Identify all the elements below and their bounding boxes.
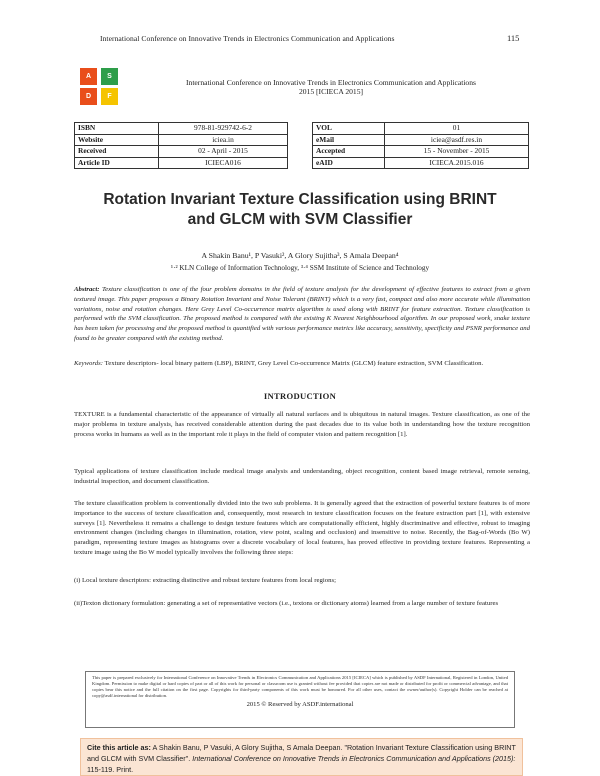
- logo-cell-d: D: [80, 88, 97, 105]
- meta-row-eaid: [313, 157, 529, 169]
- meta-key: Received: [75, 146, 159, 158]
- paper-title-line1: Rotation Invariant Texture Classification using BRINT: [103, 191, 497, 208]
- copyright-notice-text: This paper is prepared exclusively for International Conference on Innovative Trends in Electronics Communication and Applications 2015 [ICIECA] which is published by ASDF International, Registered in London, United Kingdom. Permission to make digital or hard copies of part or all of this work for personal or classroom use is granted without fee provided that copies are not made or distributed for profit or commercial advantage, and that copies bear this notice and the full citation on the first page. Copyrights for third-party components of this work must be honoured. For all other uses, contact the owner/author(s). Copyright Holder can be reached at copy@asdf.international for distribution.: [92, 675, 508, 699]
- section-heading-introduction: INTRODUCTION: [263, 391, 337, 401]
- meta-table-left: [74, 122, 288, 169]
- abstract-label: Abstract:: [74, 286, 100, 293]
- running-head: International Conference on Innovative Trends in Electronics Communication and Applications: [100, 34, 395, 43]
- meta-key: VOL: [313, 123, 385, 135]
- meta-row-vol: [313, 123, 529, 135]
- meta-row-accepted: [313, 146, 529, 158]
- meta-value: 01: [385, 123, 529, 135]
- logo-cell-f: F: [101, 88, 118, 105]
- body-paragraph: The texture classification problem is conventionally divided into the two sub problems. It is generally agreed that the extraction of powerful texture features is of more importance to the success of texture classification and, consequently, most research in texture classification focuses on the feature extraction part [1], with extensive surveys [1]. Nevertheless it remains a challenge to design texture features which are computationally efficient, highly discriminative and effective, robust to imaging environment changes (including changes in illumination, rotation, view point, scaling and occlusion) and insensitive to noise. Recently, the Bag-of-Words (Bo W) paradigm, representing texture images as histograms over a discrete vocabulary of local features, has proved effective in providing texture features. Representing a texture image using the Bo W model typically involves the following three steps:: [74, 500, 530, 556]
- citation-label: Cite this article as:: [87, 743, 151, 752]
- meta-row-received: [75, 146, 288, 158]
- meta-key: Article ID: [75, 157, 159, 169]
- body-paragraph: (i) Local texture descriptors: extracting distinctive and robust texture features from local regions;: [74, 577, 337, 584]
- author-list: A Shakin Banu¹, P Vasuki², A Glory Sujitha³, S Amala Deepan⁴: [201, 251, 399, 260]
- copyright-notice-box: [85, 671, 515, 728]
- meta-row-article-id: [75, 157, 288, 169]
- logo-cell-s: S: [101, 68, 118, 85]
- keywords-text: Texture descriptors- local binary pattern (LBP), BRINT, Grey Level Co-occurrence Matrix (GLCM) feature extraction, SVM Classification.: [104, 360, 484, 367]
- page-number: 115: [507, 33, 520, 43]
- keywords: [74, 359, 530, 369]
- body-paragraph: (ii)Texton dictionary formulation: generating a set of representative vectors (i.e., textons or dictionary atoms) learned from a large number of texture features: [74, 600, 499, 607]
- conference-header-line2: 2015 [ICIECA 2015]: [298, 87, 364, 97]
- meta-row-website: [75, 134, 288, 146]
- abstract-text: Texture classification is one of the four problem domains in the field of texture analysis for the development of effective features to extract from a given textured image. This paper proposes a Binary Rotation Invariant and Noise Tolerant (BRINT) which is a very fast, compact and also more accurate while illumination variations, noise and rotation changes. Here Grey Level Co-occurrence matrix algorithm is used along with BRINT for feature extraction. Texture classification is performed with the SVM classification. The proposed method is compared with the existing K Nearest Neighbourhood algorithm. In our proposed work, snake texture has been taken for processing and the proposed method is quantified with various performance metrics like accuracy, sensitivity, specificity and PSNR performance and found to be greater compared with the existing method.: [74, 286, 530, 342]
- meta-key: eMail: [313, 134, 385, 146]
- meta-row-email: [313, 134, 529, 146]
- affiliations: ¹·² KLN College of Information Technology, ³·⁴ SSM Institute of Science and Technology: [170, 264, 430, 272]
- meta-value: iciea.in: [159, 134, 288, 146]
- keywords-label: Keywords:: [74, 360, 103, 367]
- meta-key: eAID: [313, 157, 385, 169]
- meta-value: ICIECA.2015.016: [385, 157, 529, 169]
- paper-title-line2: and GLCM with SVM Classifier: [187, 211, 413, 228]
- asdf-logo: [80, 68, 120, 106]
- meta-key: ISBN: [75, 123, 159, 135]
- paper-title: [70, 190, 530, 230]
- meta-row-isbn: [75, 123, 288, 135]
- copyright-line: 2015 © Reserved by ASDF.international: [246, 701, 354, 709]
- conference-header-line1: International Conference on Innovative Trends in Electronics Communication and Applications: [186, 78, 476, 87]
- body-paragraph: TEXTURE is a fundamental characteristic of the appearance of virtually all natural surfaces and is ubiquitous in natural images. Texture classification, as one of the major problems in texture analysis, has received considerable attention during the past decades due to its value both in understanding how the texture recognition process works in humans as well as in the important role it plays in the field of computer vision and pattern recognition [1].: [74, 411, 530, 438]
- abstract: [74, 285, 530, 344]
- meta-key: Website: [75, 134, 159, 146]
- citation-text: A Shakin Banu, P Vasuki, A Glory Sujitha, S Amala Deepan. "Rotation Invariant Texture Classification using BRINT and GLCM with SVM Classifier".: [87, 743, 516, 763]
- citation-box: [80, 738, 523, 776]
- meta-table-right: [312, 122, 529, 169]
- logo-cell-a: A: [80, 68, 97, 85]
- body-paragraph: Typical applications of texture classification include medical image analysis and understanding, object recognition, content based image retrieval, remote sensing, industrial inspection, and document classification.: [74, 468, 530, 485]
- meta-value: iciea@asdf.res.in: [385, 134, 529, 146]
- meta-key: Accepted: [313, 146, 385, 158]
- citation-venue: International Conference on Innovative Trends in Electronics Communication and Applications (2015):: [192, 754, 516, 763]
- conference-header: [146, 78, 516, 97]
- meta-value: 02 - April - 2015: [159, 146, 288, 158]
- meta-value: 15 - November - 2015: [385, 146, 529, 158]
- citation-pages: 115-119. Print.: [87, 765, 134, 774]
- meta-value: ICIECA016: [159, 157, 288, 169]
- meta-value: 978-81-929742-6-2: [159, 123, 288, 135]
